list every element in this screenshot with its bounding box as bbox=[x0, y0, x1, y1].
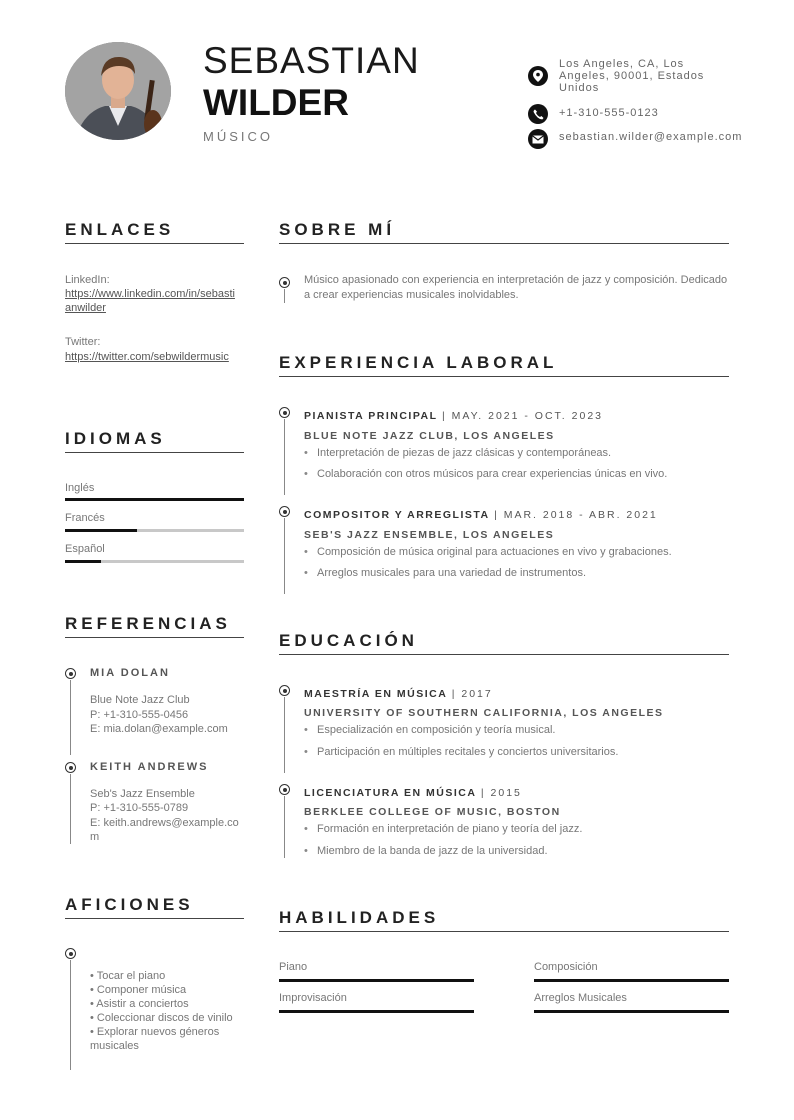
phone-icon bbox=[528, 104, 548, 124]
linkedin-link[interactable]: https://www.linkedin.com/in/sebastianwilder bbox=[65, 288, 235, 314]
links-divider bbox=[65, 243, 244, 244]
school-name: BERKLEE COLLEGE OF MUSIC, BOSTON bbox=[304, 806, 561, 818]
skill-bar bbox=[279, 979, 474, 982]
school-name: UNIVERSITY OF SOUTHERN CALIFORNIA, LOS ANGELES bbox=[304, 707, 664, 719]
timeline-line bbox=[284, 518, 285, 594]
twitter-label: Twitter: bbox=[65, 336, 101, 348]
skill-name: Arreglos Musicales bbox=[534, 992, 627, 1004]
language-level-bar bbox=[65, 498, 244, 501]
skills-divider bbox=[279, 931, 729, 932]
degree-date: | 2015 bbox=[480, 787, 522, 799]
education-heading: EDUCACIÓN bbox=[279, 631, 418, 650]
reference-phone: P: +1-310-555-0789 bbox=[90, 802, 189, 814]
education-header bbox=[304, 684, 493, 702]
timeline-dot-icon bbox=[279, 506, 290, 517]
education-header bbox=[304, 783, 522, 801]
languages-divider bbox=[65, 452, 244, 453]
timeline-dot-icon bbox=[279, 407, 290, 418]
education-bullet: • Formación en interpretación de piano y teoría del jazz. bbox=[304, 822, 582, 836]
links-heading: ENLACES bbox=[65, 220, 175, 239]
hobby-item: • Tocar el piano bbox=[90, 970, 166, 982]
references-divider bbox=[65, 637, 244, 638]
timeline-line bbox=[70, 960, 71, 1070]
timeline-line bbox=[284, 697, 285, 773]
language-level-fill bbox=[65, 560, 101, 563]
reference-name: MIA DOLAN bbox=[90, 667, 170, 679]
job-organization: SEB'S JAZZ ENSEMBLE, LOS ANGELES bbox=[304, 529, 555, 541]
email-icon bbox=[528, 129, 548, 149]
job-role: MÚSICO bbox=[203, 129, 273, 144]
hobby-item: • Componer música bbox=[90, 984, 187, 996]
timeline-dot-icon bbox=[279, 685, 290, 696]
language-level-fill bbox=[65, 529, 137, 532]
references-heading: REFERENCIAS bbox=[65, 614, 231, 633]
email-text: sebastian.wilder@example.com bbox=[559, 131, 743, 143]
skill-name: Composición bbox=[534, 961, 598, 973]
skills-heading: HABILIDADES bbox=[279, 908, 440, 927]
skill-bar bbox=[534, 979, 729, 982]
hobbies-heading: AFICIONES bbox=[65, 895, 194, 914]
job-title: PIANISTA PRINCIPAL bbox=[304, 410, 438, 422]
reference-company: Blue Note Jazz Club bbox=[90, 694, 190, 706]
timeline-dot-icon bbox=[279, 784, 290, 795]
reference-name: KEITH ANDREWS bbox=[90, 761, 209, 773]
job-date: | MAY. 2021 - OCT. 2023 bbox=[442, 410, 603, 422]
job-header bbox=[304, 406, 603, 424]
twitter-link[interactable]: https://twitter.com/sebwildermusic bbox=[65, 351, 229, 363]
education-bullet: • Participación en múltiples recitales y conciertos universitarios. bbox=[304, 745, 618, 759]
first-name: SEBASTIAN bbox=[203, 40, 420, 81]
about-heading: SOBRE MÍ bbox=[279, 220, 396, 239]
linkedin-label: LinkedIn: bbox=[65, 274, 110, 286]
location-pin-icon bbox=[528, 66, 548, 86]
language-level-fill bbox=[65, 498, 244, 501]
skill-bar bbox=[279, 1010, 474, 1013]
education-bullet: • Miembro de la banda de jazz de la universidad. bbox=[304, 844, 548, 858]
hobby-item: • Coleccionar discos de vinilo bbox=[90, 1012, 233, 1024]
timeline-line bbox=[70, 774, 71, 844]
timeline-dot-icon bbox=[65, 948, 76, 959]
hobbies-divider bbox=[65, 918, 244, 919]
job-title: COMPOSITOR Y ARREGLISTA bbox=[304, 509, 490, 521]
language-level-bar bbox=[65, 529, 244, 532]
education-divider bbox=[279, 654, 729, 655]
reference-email: E: keith.andrews@example.com bbox=[90, 817, 239, 843]
about-text: Músico apasionado con experiencia en interpretación de jazz y composición. Dedicado a crear experiencias musicales inolvidables. bbox=[304, 274, 728, 301]
reference-company: Seb's Jazz Ensemble bbox=[90, 788, 195, 800]
job-date: | MAR. 2018 - ABR. 2021 bbox=[494, 509, 658, 521]
timeline-dot-icon bbox=[65, 668, 76, 679]
degree-date: | 2017 bbox=[451, 688, 493, 700]
degree-title: LICENCIATURA EN MÚSICA bbox=[304, 787, 477, 799]
experience-divider bbox=[279, 376, 729, 377]
address-text: Los Angeles, CA, Los Angeles, 90001, Estados Unidos bbox=[559, 58, 705, 94]
about-divider bbox=[279, 243, 729, 244]
reference-email: E: mia.dolan@example.com bbox=[90, 723, 228, 735]
reference-phone: P: +1-310-555-0456 bbox=[90, 709, 189, 721]
languages-heading: IDIOMAS bbox=[65, 429, 166, 448]
skill-name: Piano bbox=[279, 961, 308, 973]
skill-bar bbox=[534, 1010, 729, 1013]
timeline-line bbox=[284, 796, 285, 858]
timeline-line bbox=[284, 419, 285, 495]
job-bullet: • Interpretación de piezas de jazz clásicas y contemporáneas. bbox=[304, 446, 611, 460]
phone-text: +1-310-555-0123 bbox=[559, 107, 659, 119]
language-name: Francés bbox=[65, 512, 105, 524]
hobby-item: • Explorar nuevos géneros musicales bbox=[90, 1026, 220, 1052]
skill-name: Improvisación bbox=[279, 992, 347, 1004]
language-name: Español bbox=[65, 543, 105, 555]
job-organization: BLUE NOTE JAZZ CLUB, LOS ANGELES bbox=[304, 430, 555, 442]
timeline-dot-icon bbox=[65, 762, 76, 773]
language-name: Inglés bbox=[65, 482, 95, 494]
profile-photo bbox=[65, 42, 171, 140]
hobby-item: • Asistir a conciertos bbox=[90, 998, 189, 1010]
timeline-line bbox=[284, 289, 285, 303]
hobbies-list bbox=[90, 969, 240, 1053]
job-bullet: • Arreglos musicales para una variedad de instrumentos. bbox=[304, 566, 586, 580]
degree-title: MAESTRÍA EN MÚSICA bbox=[304, 688, 448, 700]
language-level-bar bbox=[65, 560, 244, 563]
last-name: WILDER bbox=[203, 82, 349, 123]
timeline-dot-icon bbox=[279, 277, 290, 288]
timeline-line bbox=[70, 680, 71, 755]
job-bullet: • Composición de música original para actuaciones en vivo y grabaciones. bbox=[304, 545, 672, 559]
job-header bbox=[304, 505, 658, 523]
experience-heading: EXPERIENCIA LABORAL bbox=[279, 353, 558, 372]
job-bullet: • Colaboración con otros músicos para crear experiencias únicas en vivo. bbox=[304, 467, 667, 481]
education-bullet: • Especialización en composición y teoría musical. bbox=[304, 723, 555, 737]
